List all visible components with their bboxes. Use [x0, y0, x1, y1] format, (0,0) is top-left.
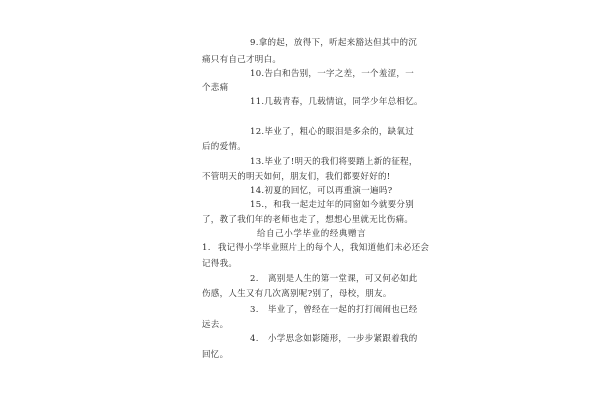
item-10-line-2: 个悲痛	[202, 83, 229, 93]
item-15-line-1: 15.，和我一起走过年的同窗如今就要分别	[250, 200, 415, 210]
list-3-line-1: 毕业了，曾经在一起的打打闹闹也已经	[268, 305, 418, 315]
item-10-line-1: 10.告白和告别，一字之差，一个羞涩，一	[250, 69, 415, 79]
item-13-line-1: 13.毕业了!明天的我们将要踏上新的征程，	[250, 157, 418, 167]
list-4-line-1: 小学思念如影随形，一步步紧跟着我的	[268, 334, 418, 344]
item-11-line-1: 11.几载青春，几载情谊，同学少年总相忆。	[250, 97, 423, 107]
item-12-line-1: 12.毕业了，粗心的眼泪是多余的，缺氧过	[250, 127, 415, 137]
item-12-line-2: 后的爱情。	[202, 142, 247, 152]
item-9-line-1: 9.拿的起，放得下，听起来豁达但其中的沉	[250, 38, 418, 48]
list-1-line-2: 记得我。	[202, 259, 238, 269]
list-1-number: 1.	[202, 243, 211, 253]
list-3-line-2: 远去。	[202, 320, 229, 330]
list-4-line-2: 回忆。	[202, 350, 229, 360]
item-14-line-1: 14.初夏的回忆，可以再重演一遍吗?	[250, 186, 393, 196]
list-1-line-1: 我记得小学毕业照片上的每个人，我知道他们未必还会	[218, 243, 430, 253]
list-3-number: 3.	[250, 305, 259, 315]
list-4-number: 4.	[250, 334, 259, 344]
list-2-number: 2.	[250, 274, 259, 284]
section-title: 给自己小学毕业的经典赠言	[257, 229, 367, 239]
list-2-line-2: 伤感，人生又有几次离别呢?别了，母校，朋友。	[202, 289, 392, 299]
item-9-line-2: 痛只有自己才明白。	[202, 55, 282, 65]
item-13-line-2: 不管明天的明天如何，朋友们，我们都要好好的!	[202, 172, 391, 182]
item-15-line-2: 了，教了我们年的老师也走了，想想心里就无比伤痛。	[202, 215, 414, 225]
list-2-line-1: 离别是人生的第一堂课，可又何必如此	[268, 274, 418, 284]
